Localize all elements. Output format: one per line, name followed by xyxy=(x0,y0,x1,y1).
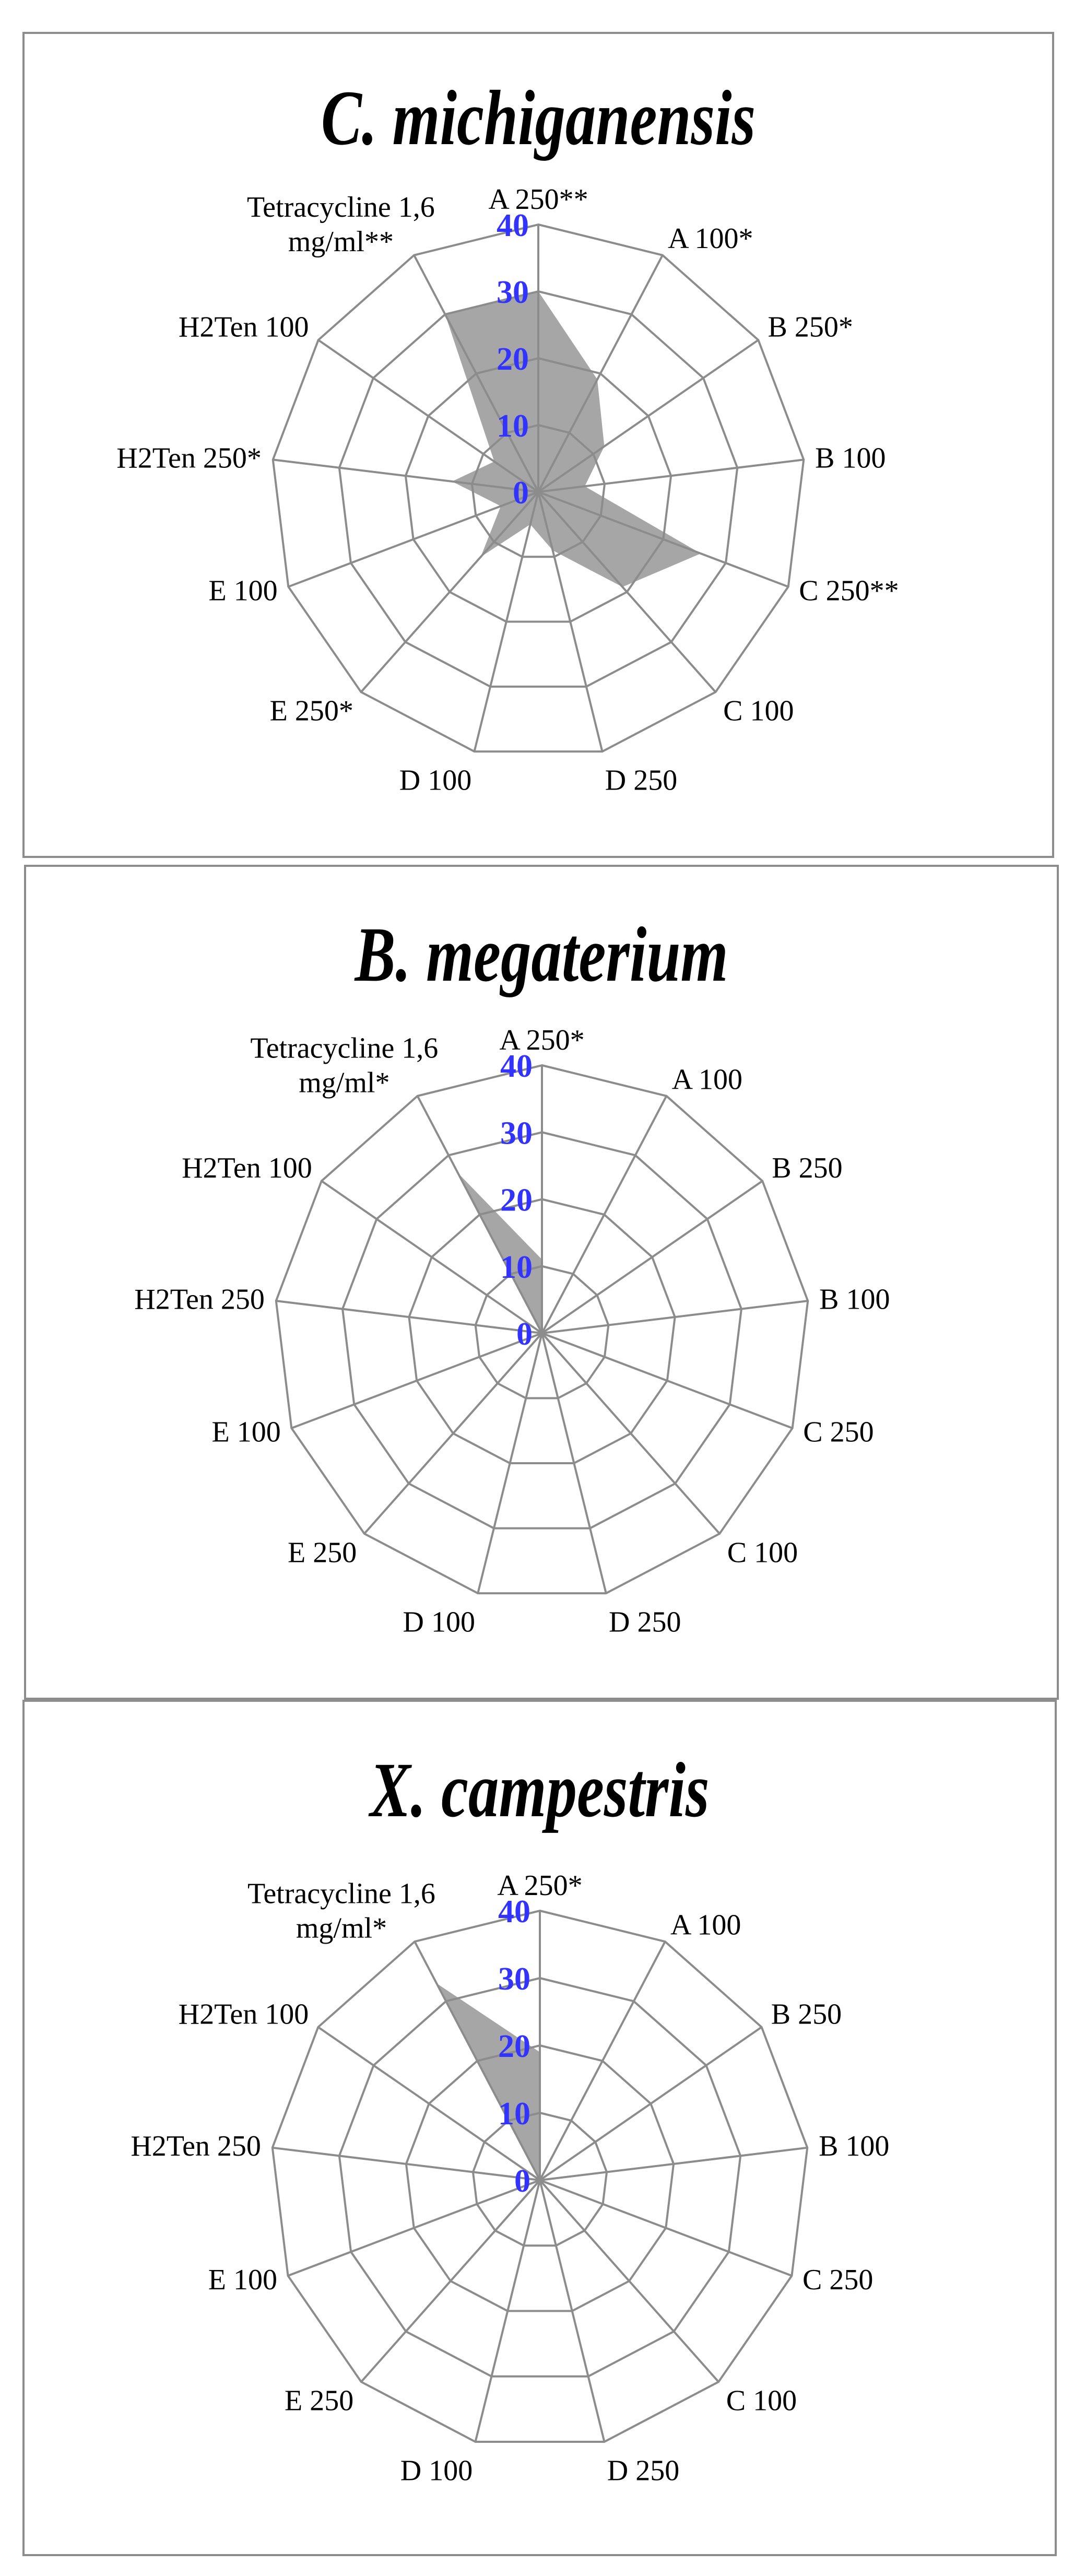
tick-label: 10 xyxy=(498,2096,530,2132)
axis-label: Tetracycline 1,6 mg/ml** xyxy=(246,191,435,258)
tick-label: 0 xyxy=(516,1316,533,1352)
axis-label: A 100 xyxy=(670,1909,741,1942)
axis-label: H2Ten 100 xyxy=(178,1998,309,2031)
axis-label: A 250* xyxy=(497,1869,583,1902)
axis-spoke xyxy=(540,1942,665,2180)
tick-label: 20 xyxy=(498,2029,530,2064)
axis-label: B 100 xyxy=(819,2130,890,2163)
axis-label: C 250 xyxy=(802,2263,874,2296)
axis-label: B 250 xyxy=(771,1998,842,2031)
axis-label: Tetracycline 1,6 mg/ml* xyxy=(247,1877,435,1945)
tick-label: 40 xyxy=(498,1894,530,1930)
axis-label: B 100 xyxy=(815,442,886,475)
tick-label: 20 xyxy=(497,342,529,377)
tick-label: 30 xyxy=(500,1115,533,1151)
axis-spoke xyxy=(540,2180,792,2276)
tick-label: 0 xyxy=(514,2163,530,2199)
tick-label: 0 xyxy=(513,475,529,511)
axis-label: E 250 xyxy=(288,1536,357,1569)
axis-spoke xyxy=(361,2180,540,2382)
axis-label: C 100 xyxy=(723,695,794,727)
tick-label: 10 xyxy=(497,408,529,444)
axis-label: C 100 xyxy=(727,1536,798,1569)
axis-label: D 250 xyxy=(609,1606,681,1639)
axis-label: E 100 xyxy=(208,2263,277,2296)
axis-label: C 250** xyxy=(799,574,899,607)
axis-label: A 100 xyxy=(671,1063,742,1096)
axis-label: H2Ten 100 xyxy=(182,1152,312,1185)
axis-label: B 100 xyxy=(819,1283,890,1316)
chart-title: C. michiganensis xyxy=(321,75,756,162)
axis-label: E 250* xyxy=(269,695,353,727)
chart-panel xyxy=(22,1700,1057,2556)
axis-label: D 100 xyxy=(399,764,472,797)
chart-title: B. megaterium xyxy=(355,911,728,998)
chart-title: X. campestris xyxy=(370,1747,710,1834)
axis-label: H2Ten 250 xyxy=(131,2130,261,2163)
tick-label: 20 xyxy=(500,1182,533,1218)
axis-label: H2Ten 250 xyxy=(134,1283,265,1316)
tick-label: 40 xyxy=(500,1049,533,1084)
axis-label: A 100* xyxy=(668,222,753,255)
axis-label: A 250* xyxy=(499,1024,585,1056)
axis-label: D 100 xyxy=(400,2454,473,2487)
axis-label: E 100 xyxy=(211,1416,281,1449)
axis-label: H2Ten 250* xyxy=(116,442,262,475)
axis-label: D 250 xyxy=(605,764,678,797)
axis-label: B 250 xyxy=(772,1152,843,1185)
axis-label: A 250** xyxy=(488,183,588,216)
axis-label: Tetracycline 1,6 mg/ml* xyxy=(250,1032,439,1099)
axis-label: H2Ten 100 xyxy=(178,311,309,344)
axis-spoke xyxy=(540,2180,718,2382)
axis-label: B 250* xyxy=(768,311,853,344)
axis-label: C 100 xyxy=(726,2384,797,2417)
tick-label: 30 xyxy=(498,1961,530,1997)
axis-label: C 250 xyxy=(803,1416,874,1449)
tick-label: 30 xyxy=(497,275,529,310)
axis-label: E 250 xyxy=(285,2384,354,2417)
axis-label: E 100 xyxy=(208,574,278,607)
tick-label: 10 xyxy=(500,1249,533,1285)
tick-label: 40 xyxy=(497,208,529,243)
axis-label: D 250 xyxy=(607,2454,680,2487)
axis-spoke xyxy=(288,2180,540,2276)
axis-label: D 100 xyxy=(403,1606,475,1639)
